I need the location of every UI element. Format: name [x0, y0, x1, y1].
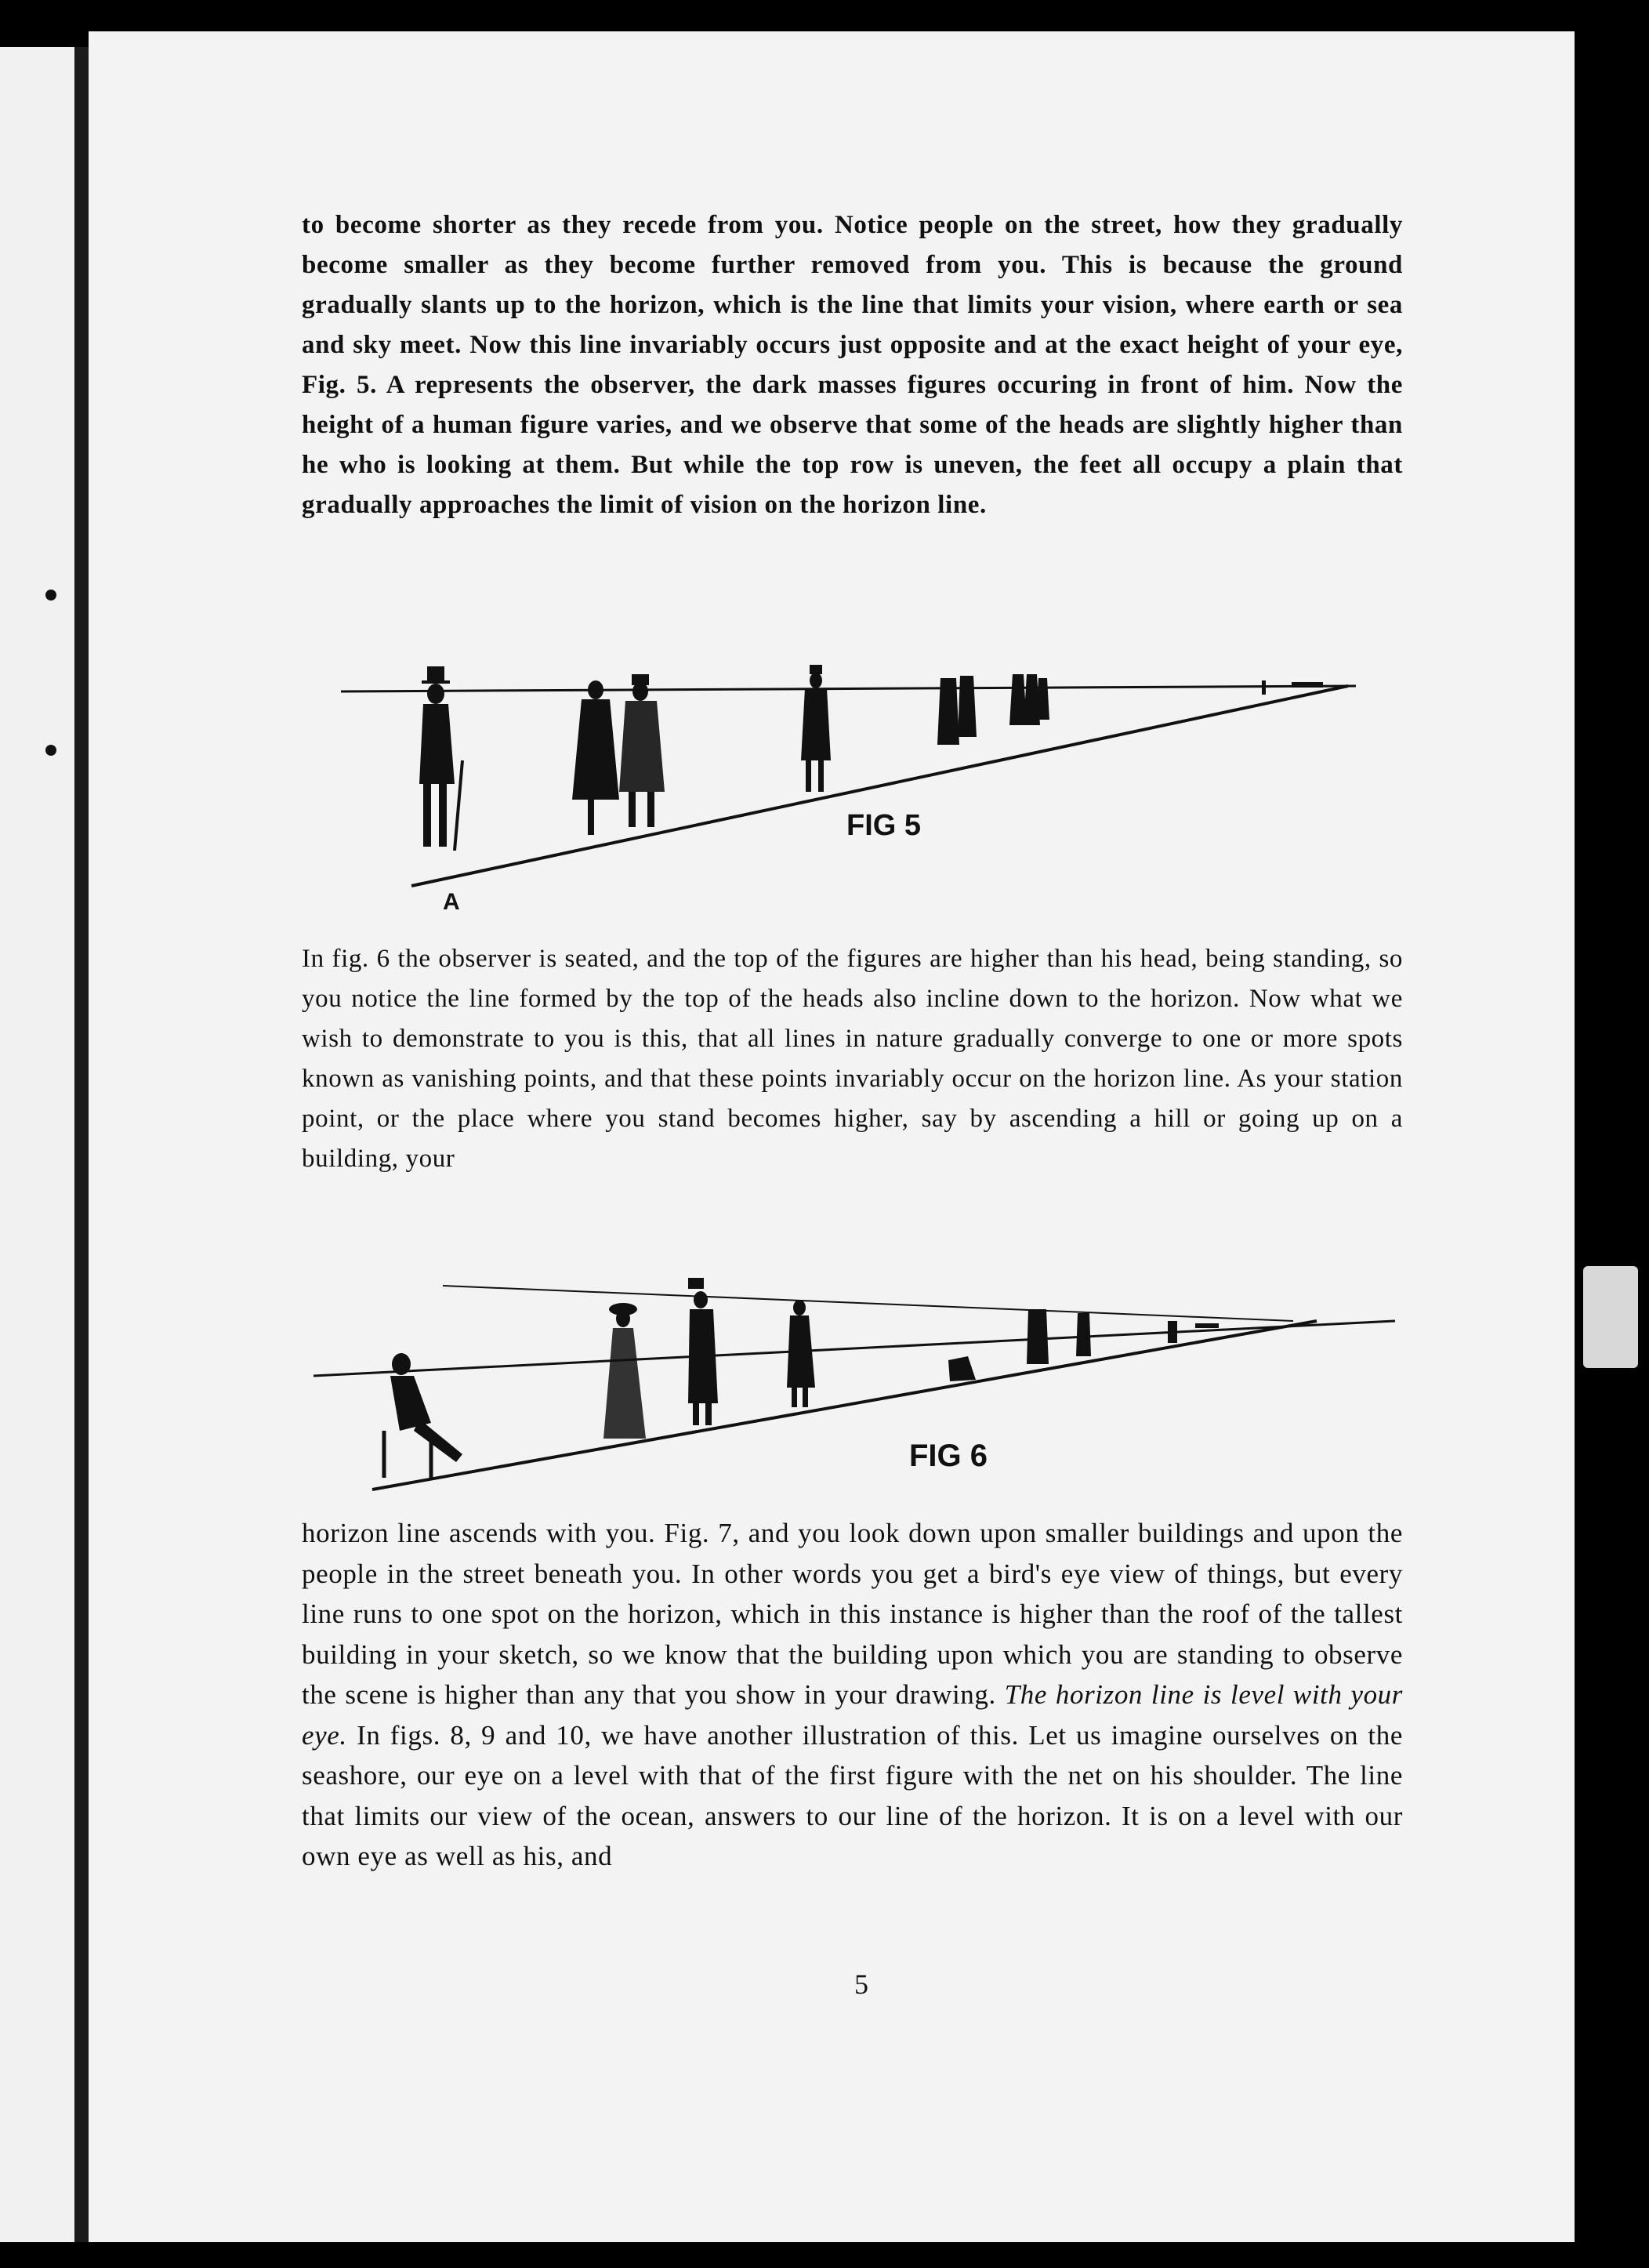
paragraph-2 [302, 939, 1403, 1179]
paragraph-1-text: to become shorter as they recede from you. Notice people on the street, how they gradually become smaller as they become further removed from you. This is because the ground gradually slants up to the horizon, which is the line that limits your vision, where earth or sea and sky meet. Now this line invariably occurs just opposite and at the exact height of your eye, Fig. 5. A represents the observer, the dark masses figures occuring in front of him. Now the height of a human figure varies, and we observe that some of the heads are slightly higher than he who is looking at them. But while the top row is uneven, the feet all occupy a plain that gradually approaches the limit of vision on the horizon line. [302, 211, 1403, 519]
paragraph-2-text: In fig. 6 the observer is seated, and the top of the figures are higher than his head, being standing, so you notice the line formed by the top of the heads also incline down to the horizon. Now what we wish to demonstrate to you is this, that all lines in nature gradually converge to one or more spots known as vanishing points, and that these points invariably occur on the horizon line. As your station point, or the place where you stand becomes higher, say by ascending a hill or going up on a building, your [302, 945, 1403, 1173]
man-waving-hat-figure [688, 1278, 718, 1425]
paragraph-3-text [302, 1513, 1403, 1877]
page-number: 5 [854, 1969, 868, 2000]
figure-5-label: FIG 5 [846, 809, 922, 842]
walking-figure [787, 1300, 815, 1407]
binding-dot [45, 745, 56, 756]
figure-5-observer-label: A [443, 889, 460, 915]
observer-figure [419, 666, 462, 851]
paragraph-3 [302, 1513, 1403, 1877]
left-page-edge [0, 47, 74, 2242]
standing-lady-figure [603, 1303, 646, 1439]
distant-figures-group [937, 674, 1323, 745]
book-gutter [74, 47, 89, 2242]
walking-couple-figures [572, 674, 665, 835]
seated-observer-figure [384, 1353, 462, 1478]
figure-6-illustration [313, 1254, 1411, 1497]
figure-6-label: FIG 6 [909, 1439, 988, 1473]
page-edge-mark [1583, 1266, 1638, 1368]
binding-dot [45, 590, 56, 601]
paragraph-3-end: In figs. 8, 9 and 10, we have another illustration of this. Let us imagine ourselves on the seashore, our eye on a level with that of the first figure with the net on his shoulder. The line that limits our view of the ocean, answers to our line of the horizon. It is on a level with our own eye as well as his, and [302, 1719, 1403, 1871]
paragraph-3-start: horizon line ascends with you. Fig. 7, and you look down upon smaller buildings and upon the people in the street beneath you. In other words you get a bird's eye view of things, but every line runs to one spot on the horizon, which in this instance is higher than the roof of the tallest building in your sketch, so we know that the building upon which you are standing to observe the scene is higher than any that you show in your drawing. [302, 1518, 1403, 1710]
walking-man-figure [801, 665, 831, 792]
horizon-rule-italic: The horizon line is level with your eye. [302, 1679, 1403, 1751]
paragraph-1 [302, 205, 1403, 525]
figure-5-illustration [337, 651, 1372, 917]
